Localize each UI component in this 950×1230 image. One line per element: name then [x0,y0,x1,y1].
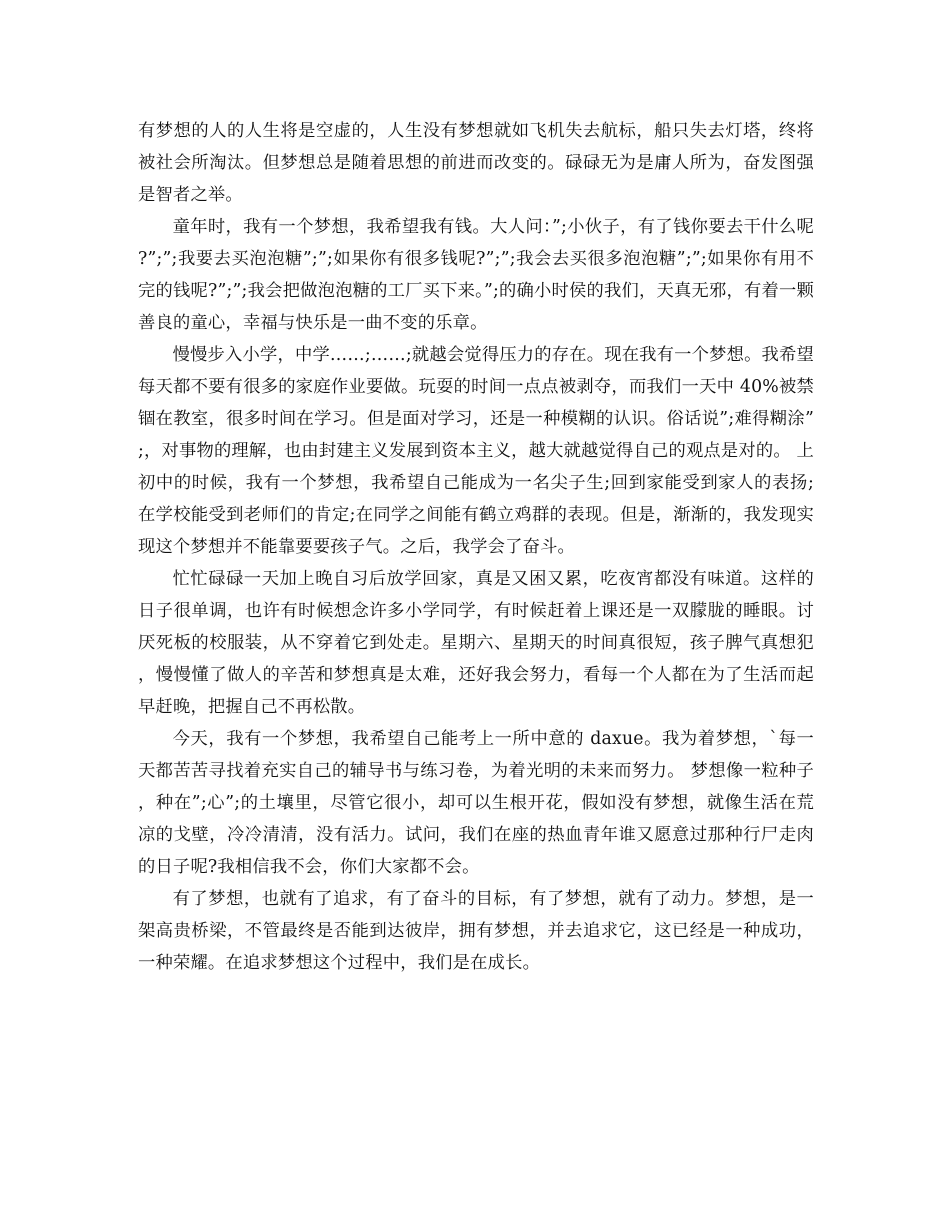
document-body [138,115,814,979]
paragraph-4: 忙忙碌碌一天加上晚自习后放学回家，真是又困又累，吃夜宵都没有味道。这样的日子很单调，也许有时候想念许多小学同学，有时候赶着上课还是一双朦胧的睡眼。讨厌死板的校服装，从不穿着它到处走。星期六、星期天的时间真很短，孩子脾气真想犯，慢慢懂了做人的辛苦和梦想真是太难，还好我会努力，看每一个人都在为了生活而起早赶晚，把握自己不再松散。 [138,569,814,717]
paragraph-5: 今天，我有一个梦想，我希望自己能考上一所中意的 daxue。我为着梦想，`每一天都苦苦寻找着充实自己的辅导书与练习卷，为着光明的未来而努力。 梦想像一粒种子，种在”;心”;的土壤里，尽管它很小，却可以生根开花，假如没有梦想，就像生活在荒凉的戈壁，冷冷清清，没有活力。试问，我们在座的热血青年谁又愿意过那种行尸走肉的日子呢?我相信我不会，你们大家都不会。 [138,729,814,877]
paragraph-6: 有了梦想，也就有了追求，有了奋斗的目标，有了梦想，就有了动力。梦想，是一架高贵桥梁，不管最终是否能到达彼岸，拥有梦想，并去追求它，这已经是一种成功，一种荣耀。在追求梦想这个过程中，我们是在成长。 [138,889,814,973]
paragraph-1: 有梦想的人的人生将是空虚的，人生没有梦想就如飞机失去航标，船只失去灯塔，终将被社会所淘汰。但梦想总是随着思想的前进而改变的。碌碌无为是庸人所为，奋发图强是智者之举。 [138,121,814,205]
paragraph-3: 慢慢步入小学，中学……;……;就越会觉得压力的存在。现在我有一个梦想。我希望每天都不要有很多的家庭作业要做。玩耍的时间一点点被剥夺，而我们一天中 40%被禁锢在教室，很多时间在学习。但是面对学习，还是一种模糊的认识。俗话说”;难得糊涂”;，对事物的理解，也由封建主义发展到资本主义，越大就越觉得自己的观点是对的。 上初中的时候，我有一个梦想，我希望自己能成为一名尖子生;回到家能受到家人的表扬;在学校能受到老师们的肯定;在同学之间能有鹤立鸡群的表现。但是，渐渐的，我发现实现这个梦想并不能靠要要孩子气。之后，我学会了奋斗。 [138,345,815,557]
paragraph-2: 童年时，我有一个梦想，我希望我有钱。大人问：”;小伙子，有了钱你要去干什么呢?”;”;我要去买泡泡糖”;”;如果你有很多钱呢?”;”;我会去买很多泡泡糖”;”;如果你有用不完的钱呢?”;”;我会把做泡泡糖的工厂买下来。”;的确小时侯的我们，天真无邪，有着一颗善良的童心，幸福与快乐是一曲不变的乐章。 [138,217,814,333]
